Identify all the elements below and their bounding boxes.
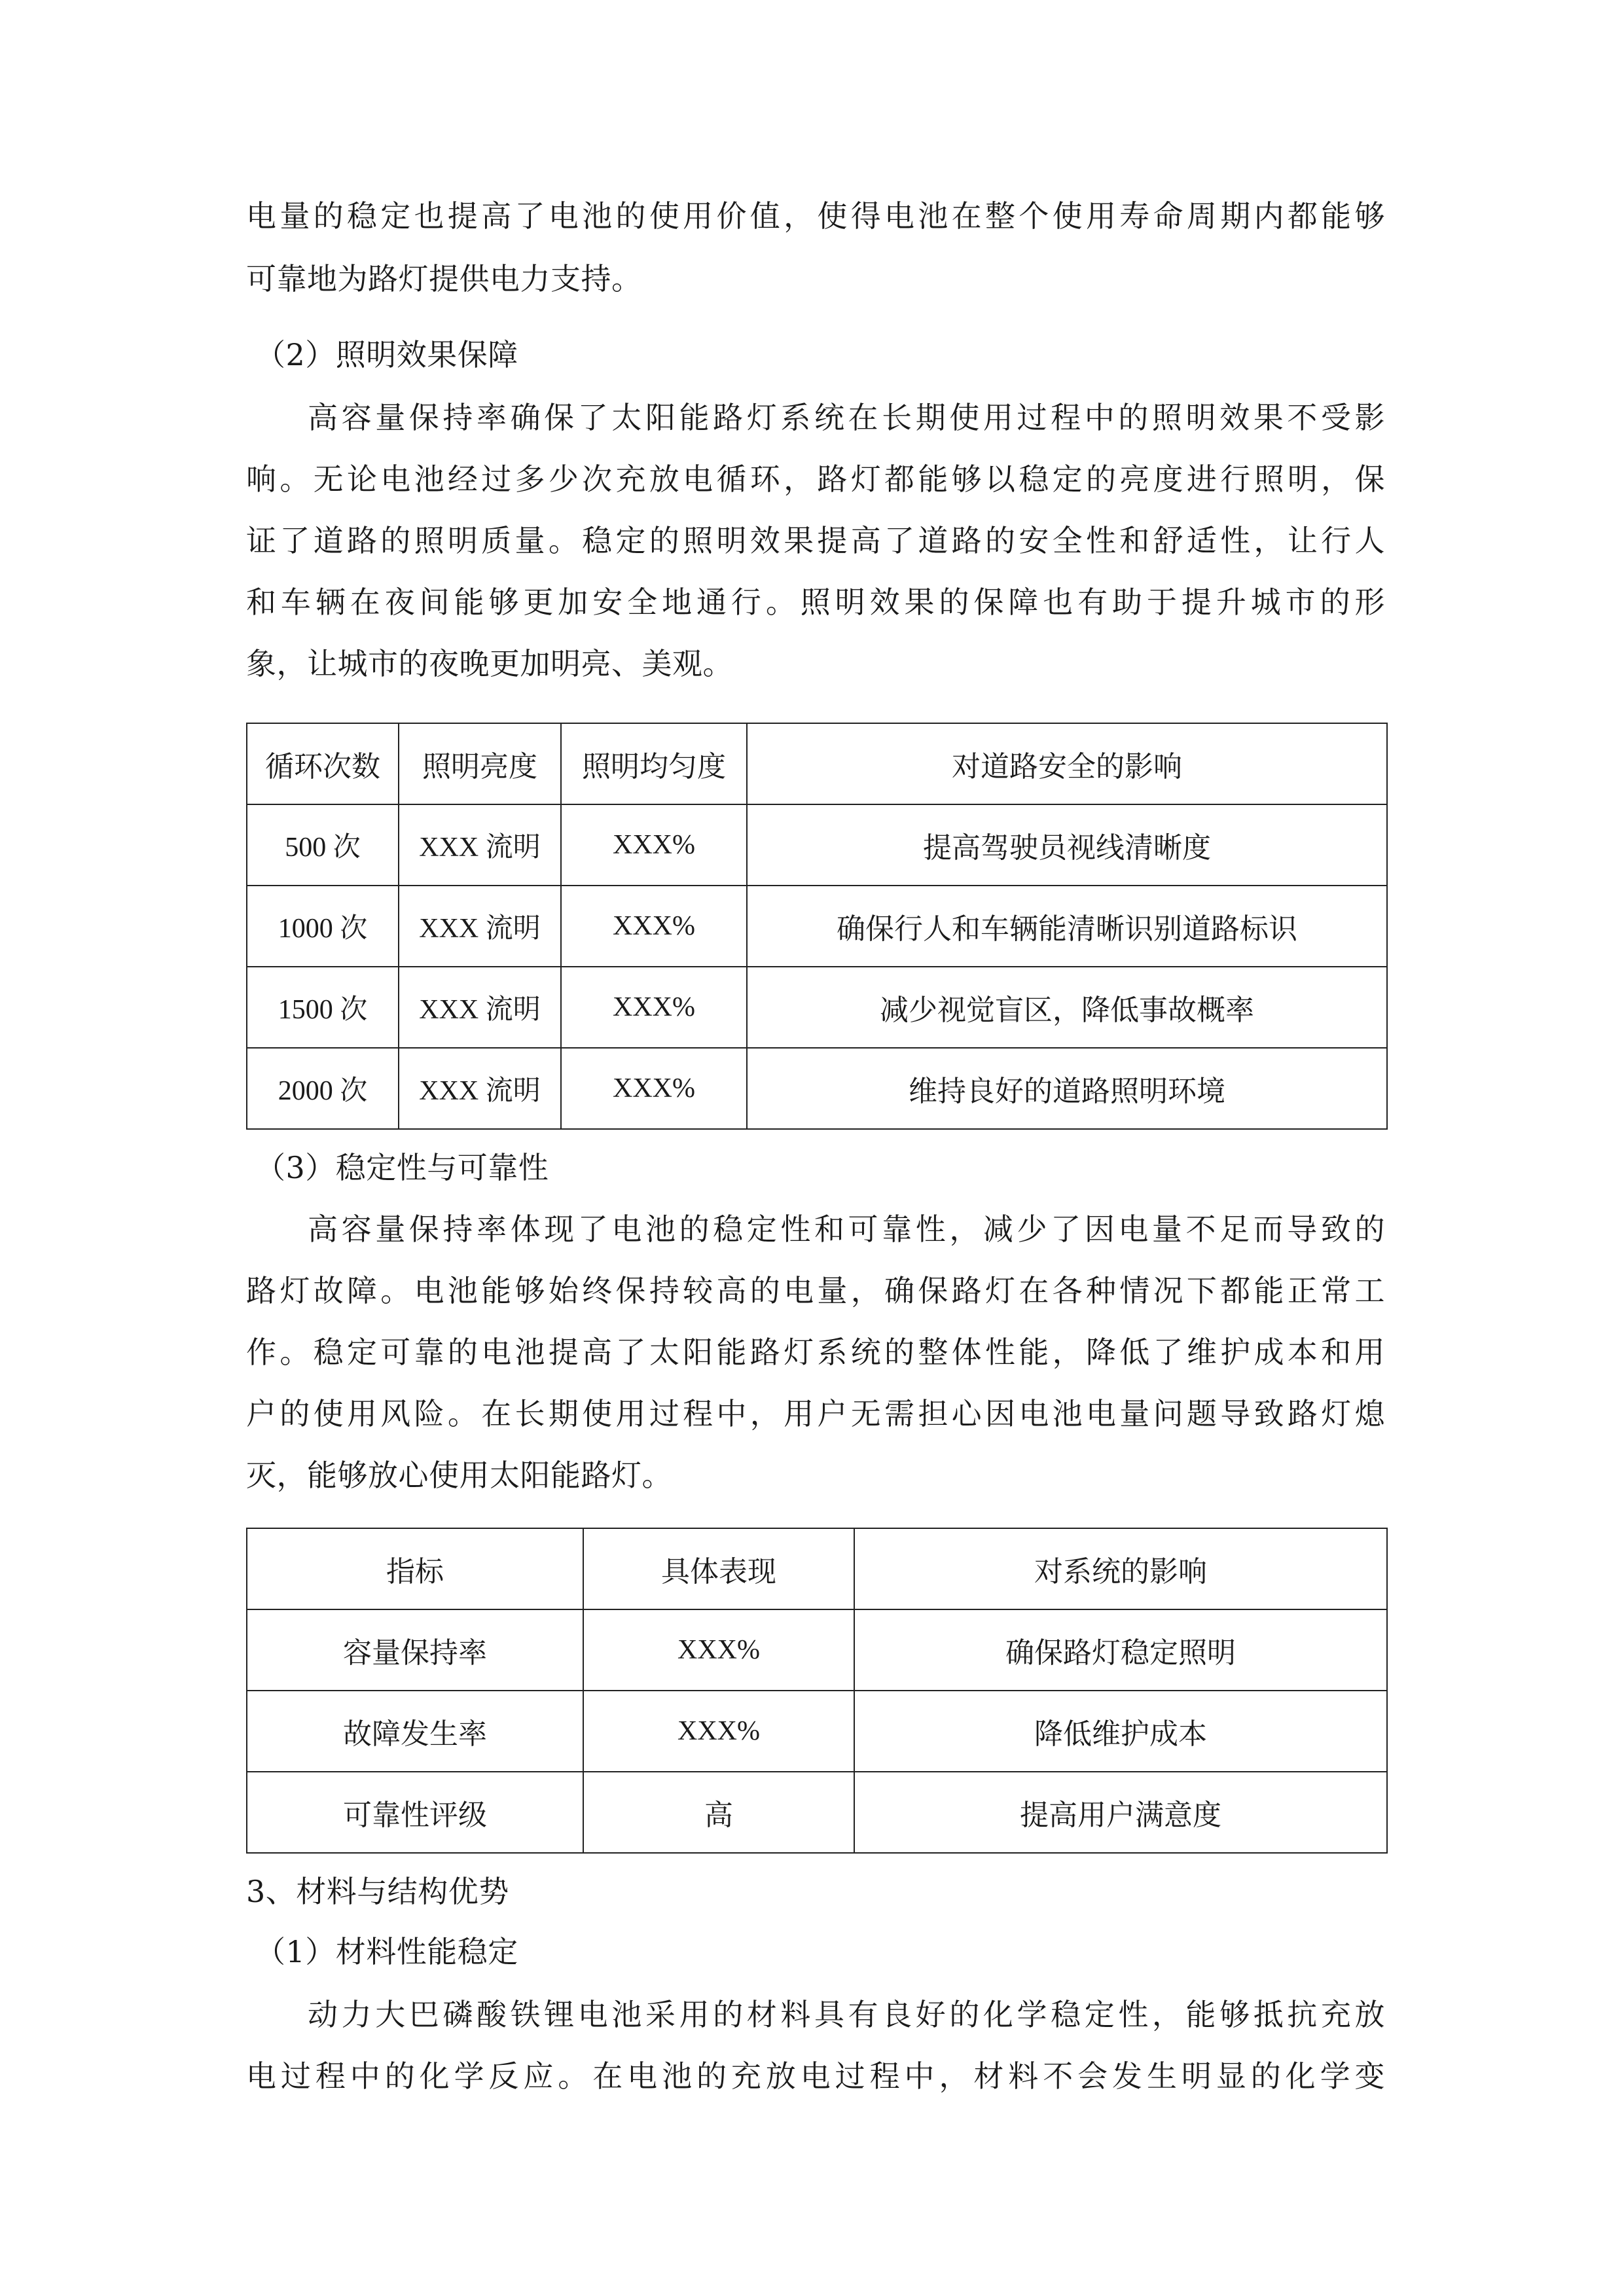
table-cell: 确保行人和车辆能清晰识别道路标识	[747, 886, 1387, 967]
reliability-table	[246, 1528, 1388, 1854]
table-cell: XXX 流明	[399, 967, 561, 1048]
table-header-cell: 对道路安全的影响	[747, 723, 1387, 804]
paragraph-line: 动力大巴磷酸铁锂电池采用的材料具有良好的化学稳定性，能够抵抗充放	[308, 1997, 1385, 2032]
table-header-cell: 对系统的影响	[854, 1528, 1387, 1609]
paragraph-line: 高容量保持率确保了太阳能路灯系统在长期使用过程中的照明效果不受影	[308, 400, 1385, 435]
table-header-cell: 照明亮度	[399, 723, 561, 804]
chapter-heading: 3、材料与结构优势	[246, 1874, 509, 1909]
table-cell: 维持良好的道路照明环境	[747, 1048, 1387, 1129]
table-header-cell: 指标	[247, 1528, 583, 1609]
paragraph-line: 可靠地为路灯提供电力支持。	[246, 261, 642, 296]
table-cell: 提高驾驶员视线清晰度	[747, 804, 1387, 886]
table-row	[247, 804, 1387, 886]
paragraph-line: 象，让城市的夜晚更加明亮、美观。	[246, 646, 733, 681]
table-cell: 1500 次	[247, 967, 399, 1048]
table-cell: XXX%	[561, 1048, 747, 1129]
paragraph-line: 作。稳定可靠的电池提高了太阳能路灯系统的整体性能，降低了维护成本和用	[246, 1335, 1385, 1370]
table-row	[247, 886, 1387, 967]
paragraph-line: 证了道路的照明质量。稳定的照明效果提高了道路的安全性和舒适性，让行人	[246, 523, 1385, 558]
table-cell: 容量保持率	[247, 1609, 583, 1691]
table-row	[247, 1691, 1387, 1772]
table-header-cell: 照明均匀度	[561, 723, 747, 804]
table-header-cell: 循环次数	[247, 723, 399, 804]
paragraph-line: 电过程中的化学反应。在电池的充放电过程中，材料不会发生明显的化学变	[246, 2058, 1385, 2094]
table-header-row	[247, 1528, 1387, 1609]
table-cell: 减少视觉盲区，降低事故概率	[747, 967, 1387, 1048]
table-cell: XXX%	[583, 1691, 854, 1772]
table-cell: 故障发生率	[247, 1691, 583, 1772]
table-header-row	[247, 723, 1387, 804]
table-row	[247, 1609, 1387, 1691]
paragraph-line: 电量的稳定也提高了电池的使用价值，使得电池在整个使用寿命周期内都能够	[246, 198, 1385, 234]
section-heading: （2）照明效果保障	[255, 337, 518, 372]
section-heading: （1）材料性能稳定	[255, 1934, 518, 1969]
table-cell: XXX 流明	[399, 1048, 561, 1129]
table-cell: 降低维护成本	[854, 1691, 1387, 1772]
table-cell: XXX%	[561, 804, 747, 886]
table-cell: XXX 流明	[399, 886, 561, 967]
table-header-cell: 具体表现	[583, 1528, 854, 1609]
table-cell: 2000 次	[247, 1048, 399, 1129]
table-cell: 确保路灯稳定照明	[854, 1609, 1387, 1691]
paragraph-line: 路灯故障。电池能够始终保持较高的电量，确保路灯在各种情况下都能正常工	[246, 1273, 1385, 1308]
paragraph-line: 高容量保持率体现了电池的稳定性和可靠性，减少了因电量不足而导致的	[308, 1211, 1385, 1247]
table-cell: 提高用户满意度	[854, 1772, 1387, 1853]
paragraph-line: 户的使用风险。在长期使用过程中，用户无需担心因电池电量问题导致路灯熄	[246, 1396, 1385, 1431]
table-row	[247, 1048, 1387, 1129]
table-cell: XXX%	[561, 886, 747, 967]
table-cell: XXX%	[583, 1609, 854, 1691]
table-cell: 高	[583, 1772, 854, 1853]
paragraph-line: 和车辆在夜间能够更加安全地通行。照明效果的保障也有助于提升城市的形	[246, 584, 1385, 620]
lighting-table	[246, 723, 1388, 1130]
paragraph-line: 灭，能够放心使用太阳能路灯。	[246, 1458, 672, 1493]
paragraph-line: 响。无论电池经过多少次充放电循环，路灯都能够以稳定的亮度进行照明，保	[246, 461, 1385, 497]
table-cell: XXX 流明	[399, 804, 561, 886]
table-row	[247, 967, 1387, 1048]
section-heading: （3）稳定性与可靠性	[255, 1150, 549, 1185]
table-cell: 1000 次	[247, 886, 399, 967]
table-row	[247, 1772, 1387, 1853]
table-cell: 500 次	[247, 804, 399, 886]
table-cell: XXX%	[561, 967, 747, 1048]
table-cell: 可靠性评级	[247, 1772, 583, 1853]
